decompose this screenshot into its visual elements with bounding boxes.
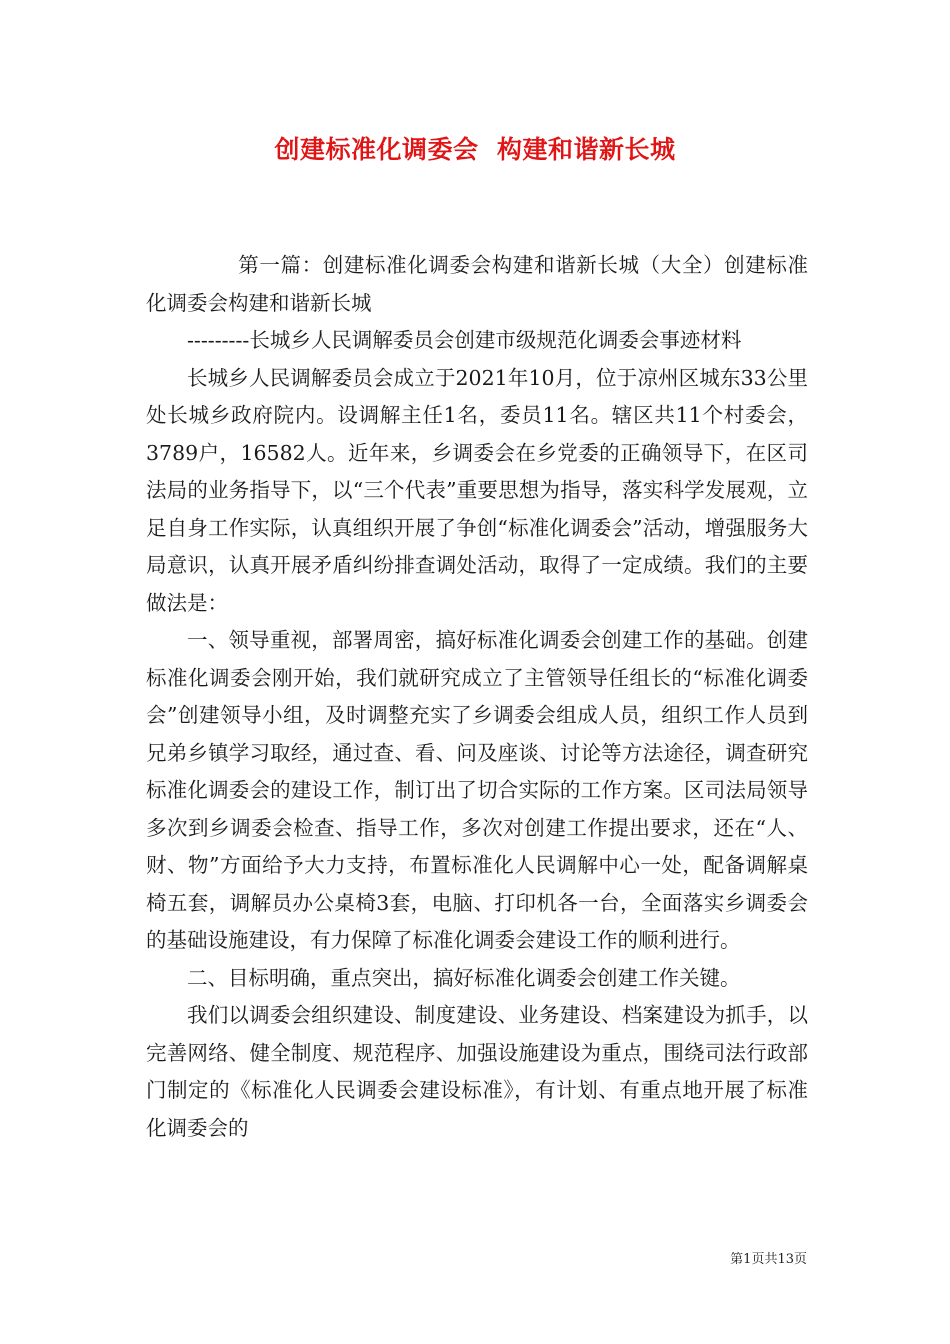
paragraph-subtitle: ---------长城乡人民调解委员会创建市级规范化调委会事迹材料 (187, 328, 742, 352)
paragraph-section-1: 一、领导重视，部署周密，搞好标准化调委会创建工作的基础。创建标准化调委会刚开始，我们就研究成立了主管领导任组长的“标准化调委会”创建领导小组，及时调整充实了乡调委会组成人员，组织工作人员到兄弟乡镇学习取经，通过查、看、问及座谈、讨论等方法途径，调查研究标准化调委会的建设工作，制订出了切合实际的工作方案。区司法局领导多次到乡调委会检查、指导工作，多次对创建工作提出要求，还在“人、财、物”方面给予大力支持，布置标准化人民调解中心一处，配备调解桌椅五套，调解员办公桌椅3套，电脑、打印机各一台，全面落实乡调委会的基础设施建设，有力保障了标准化调委会建设工作的顺利进行。 (146, 628, 808, 952)
paragraph-chapter-heading: 第一篇：创建标准化调委会构建和谐新长城（大全）创建标准化调委会构建和谐新长城 (146, 253, 808, 315)
paragraph-section-2-heading: 二、目标明确，重点突出，搞好标准化调委会创建工作关键。 (187, 965, 741, 990)
document-title: 创建标准化调委会 构建和谐新长城 (274, 135, 676, 164)
paragraph-section-2-body: 我们以调委会组织建设、制度建设、业务建设、档案建设为抓手，以完善网络、健全制度、规范程序、加强设施建设为重点，围绕司法行政部门制定的《标准化人民调委会建设标准》，有计划、有重点地开展了标准化调委会的 (146, 1003, 808, 1140)
page-number-footer: 第1页共13页 (730, 1252, 807, 1267)
document-body (146, 247, 808, 1147)
paragraph-intro: 长城乡人民调解委员会成立于2021年10月，位于凉州区城东33公里处长城乡政府院内。设调解主任1名，委员11名。辖区共11个村委会，3789户，16582人。近年来，乡调委会在乡党委的正确领导下，在区司法局的业务指导下，以“三个代表”重要思想为指导，落实科学发展观，立足自身工作实际，认真组织开展了争创“标准化调委会”活动，增强服务大局意识，认真开展矛盾纠纷排查调处活动，取得了一定成绩。我们的主要做法是： (146, 365, 808, 615)
